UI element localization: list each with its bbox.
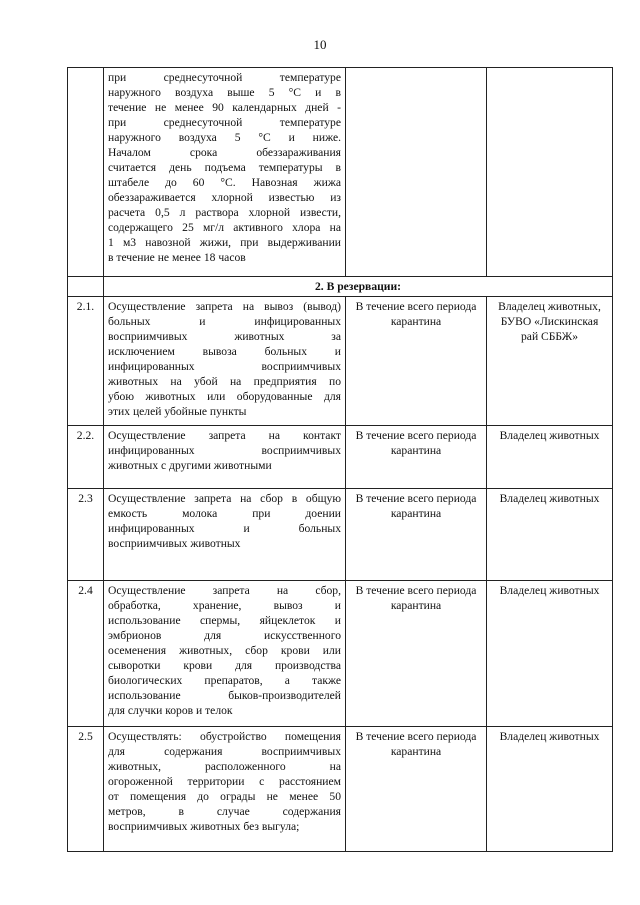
- section-row: [68, 277, 613, 297]
- measures-table: [67, 67, 613, 852]
- responsible-cell: Владелец животных: [487, 727, 613, 852]
- description-line: Осуществлять: обустройство помещения: [108, 730, 341, 743]
- description-line: использование быков-производителей: [108, 689, 341, 702]
- table-row: [68, 426, 613, 489]
- period-cell: В течение всего периода карантина: [346, 297, 487, 426]
- row-number-cell: [68, 68, 104, 277]
- responsible-cell: [487, 68, 613, 277]
- period-cell: [346, 68, 487, 277]
- description-line: в течение не менее 18 часов: [108, 251, 246, 264]
- measure-description: [104, 489, 346, 581]
- description-line: содержащего 25 мг/л активного хлора на: [108, 221, 341, 234]
- measure-description: [104, 426, 346, 489]
- description-line: Осуществление запрета на вывоз (вывод): [108, 300, 341, 313]
- description-line: для случки коров и телок: [108, 704, 233, 717]
- row-number: 2.3: [68, 489, 104, 581]
- table-row-continuation: [68, 68, 613, 277]
- section-spacer: [68, 277, 104, 297]
- description-line: биологических препаратов, а также: [108, 674, 341, 687]
- description-line: метров, в случае содержания: [108, 805, 341, 818]
- description-line: этих целей убойные пункты: [108, 405, 247, 418]
- description-line: использование спермы, яйцеклеток и: [108, 614, 341, 627]
- page-number: 10: [313, 37, 327, 52]
- period-cell: В течение всего периода карантина: [346, 489, 487, 581]
- description-line: Осуществление запрета на сбор в общую: [108, 492, 341, 505]
- period-cell: В течение всего периода карантина: [346, 426, 487, 489]
- description-line: при среднесуточной температуре: [108, 116, 341, 129]
- description-line: убою животных или оборудованные для: [108, 390, 341, 403]
- description-lines: [108, 729, 341, 834]
- description-lines: [108, 428, 341, 473]
- description-lines: [108, 299, 341, 419]
- description-lines: [108, 70, 341, 265]
- period-cell: В течение всего периода карантина: [346, 727, 487, 852]
- description-line: сыворотки крови для производства: [108, 659, 341, 672]
- measure-description: [104, 581, 346, 727]
- description-lines: [108, 491, 341, 551]
- description-line: наружного воздуха 5 °С и ниже.: [108, 131, 341, 144]
- responsible-cell: Владелец животных: [487, 426, 613, 489]
- period-cell: В течение всего периода карантина: [346, 581, 487, 727]
- description-line: восприимчивых животных без выгула;: [108, 820, 300, 833]
- row-number: 2.2.: [68, 426, 104, 489]
- description-line: животных на убой на предприятия по: [108, 375, 341, 388]
- description-line: животных с другими животными: [108, 459, 272, 472]
- description-line: исключением вывоза больных и: [108, 345, 341, 358]
- row-number: 2.1.: [68, 297, 104, 426]
- description-line: больных и инфицированных: [108, 315, 341, 328]
- measure-description: [104, 297, 346, 426]
- table-row: [68, 489, 613, 581]
- description-line: восприимчивых животных: [108, 537, 241, 550]
- description-line: инфицированных восприимчивых: [108, 360, 341, 373]
- description-line: инфицированных восприимчивых: [108, 444, 341, 457]
- description-line: Началом срока обеззараживания: [108, 146, 341, 159]
- description-line: емкость молока при доении: [108, 507, 341, 520]
- section-title: 2. В резервации:: [104, 277, 613, 297]
- description-line: течение не менее 90 календарных дней -: [108, 101, 341, 114]
- description-line: Осуществление запрета на сбор,: [108, 584, 341, 597]
- description-line: 1 м3 навозной жижи, при выдерживании: [108, 236, 341, 249]
- row-number: 2.4: [68, 581, 104, 727]
- description-line: обеззараживается хлорной известью из: [108, 191, 341, 204]
- description-line: восприимчивых животных за: [108, 330, 341, 343]
- measure-description: [104, 727, 346, 852]
- responsible-cell: Владелец животных, БУВО «Лискинская рай СББЖ»: [487, 297, 613, 426]
- description-line: инфицированных и больных: [108, 522, 341, 535]
- table-row: [68, 297, 613, 426]
- description-lines: [108, 583, 341, 718]
- responsible-cell: Владелец животных: [487, 581, 613, 727]
- row-number: 2.5: [68, 727, 104, 852]
- table-row: [68, 727, 613, 852]
- measures-rows: [68, 297, 613, 852]
- description-line: от помещения до ограды не менее 50: [108, 790, 341, 803]
- description-line: осеменения животных, сбор крови или: [108, 644, 341, 657]
- description-line: считается день подъема температуры в: [108, 161, 341, 174]
- responsible-cell: Владелец животных: [487, 489, 613, 581]
- table-row: [68, 581, 613, 727]
- description-line: штабеле до 60 °С. Навозная жижа: [108, 176, 341, 189]
- description-line: наружного воздуха выше 5 °С и в: [108, 86, 341, 99]
- description-line: для содержания восприимчивых: [108, 745, 341, 758]
- description-line: Осуществление запрета на контакт: [108, 429, 341, 442]
- description-line: при среднесуточной температуре: [108, 71, 341, 84]
- description-line: эмбрионов для искусственного: [108, 629, 341, 642]
- description-line: огороженной территории с расстоянием: [108, 775, 341, 788]
- measure-description: [104, 68, 346, 277]
- description-line: животных, расположенного на: [108, 760, 341, 773]
- description-line: обработка, хранение, вывоз и: [108, 599, 341, 612]
- description-line: расчета 0,5 л раствора хлорной извести,: [108, 206, 341, 219]
